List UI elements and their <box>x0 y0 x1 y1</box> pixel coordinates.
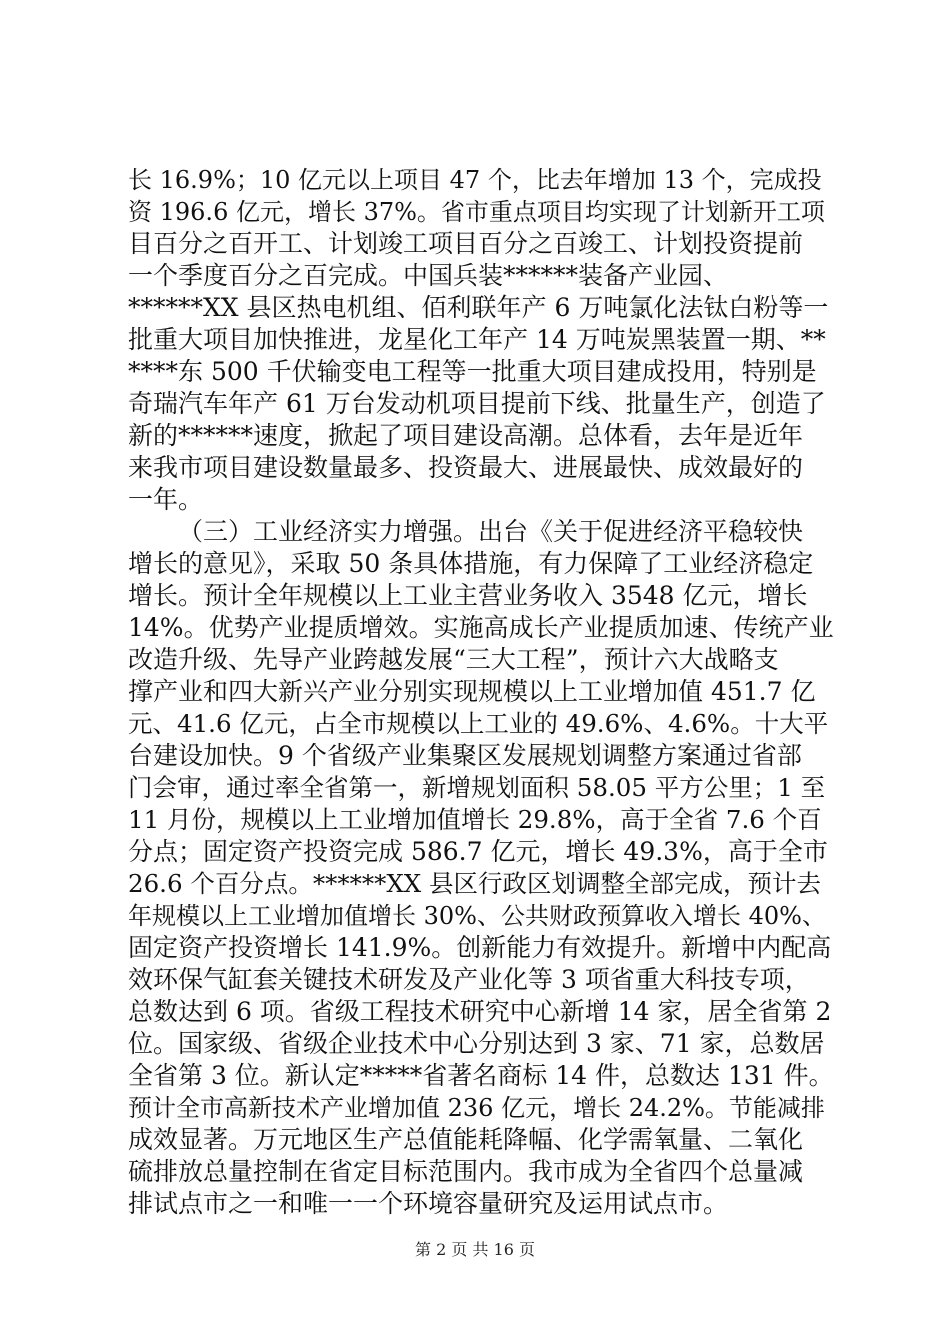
body-text <box>128 164 834 1220</box>
text-line: 年规模以上工业增加值增长 30%、公共财政预算收入增长 40%、 <box>128 902 826 930</box>
text-line: 一个季度百分之百完成。中国兵装******装备产业园、 <box>128 261 729 290</box>
section-heading-line: （三）工业经济实力增强。出台《关于促进经济平稳较快 <box>178 517 804 546</box>
page-number-footer: 第 2 页 共 16 页 <box>415 1240 535 1259</box>
text-line: 26.6 个百分点。******XX 县区行政区划调整全部完成，预计去 <box>128 869 822 898</box>
text-line: 目百分之百开工、计划竣工项目百分之百竣工、计划投资提前 <box>128 229 804 258</box>
text-line: 资 196.6 亿元，增长 37%。省市重点项目均实现了计划新开工项 <box>128 198 825 226</box>
text-line: 固定资产投资增长 141.9%。创新能力有效提升。新增中内配高 <box>128 933 832 962</box>
text-line: 门会审，通过率全省第一，新增规划面积 58.05 平方公里；1 至 <box>128 773 826 802</box>
text-line: ******XX 县区热电机组、佰利联年产 6 万吨氯化法钛白粉等一 <box>128 293 829 322</box>
text-line: 长 16.9%；10 亿元以上项目 47 个，比去年增加 13 个，完成投 <box>128 166 822 194</box>
text-line: 增长。预计全年规模以上工业主营业务收入 3548 亿元，增长 <box>128 581 808 610</box>
text-line: 改造升级、先导产业跨越发展“三大工程”，预计六大战略支 <box>128 645 779 674</box>
text-line: 增长的意见》，采取 50 条具体措施，有力保障了工业经济稳定 <box>128 549 814 578</box>
text-line: 台建设加快。9 个省级产业集聚区发展规划调整方案通过省部 <box>128 741 802 770</box>
text-line: 撑产业和四大新兴产业分别实现规模以上工业增加值 451.7 亿 <box>128 677 816 706</box>
text-line: 来我市项目建设数量最多、投资最大、进展最快、成效最好的 <box>128 453 804 482</box>
text-line: 批重大项目加快推进，龙星化工年产 14 万吨炭黑装置一期、** <box>128 325 826 354</box>
text-line: 效环保气缸套关键技术研发及产业化等 3 项省重大科技专项， <box>128 965 810 994</box>
text-line: 奇瑞汽车年产 61 万台发动机项目提前下线、批量生产，创造了 <box>128 389 826 418</box>
text-line: 硫排放总量控制在省定目标范围内。我市成为全省四个总量减 <box>128 1157 804 1186</box>
text-line: 排试点市之一和唯一一个环境容量研究及运用试点市。 <box>128 1189 729 1218</box>
text-line: 成效显著。万元地区生产总值能耗降幅、化学需氧量、二氧化 <box>128 1125 804 1154</box>
text-line: 11 月份，规模以上工业增加值增长 29.8%，高于全省 7.6 个百 <box>128 805 822 834</box>
text-line: 位。国家级、省级企业技术中心分别达到 3 家、71 家，总数居 <box>128 1029 825 1058</box>
text-line: 一年。 <box>128 485 204 514</box>
text-line: 新的******速度，掀起了项目建设高潮。总体看，去年是近年 <box>128 421 804 450</box>
text-line: 全省第 3 位。新认定*****省著名商标 14 件，总数达 131 件。 <box>128 1061 834 1090</box>
text-line: 预计全市高新技术产业增加值 236 亿元，增长 24.2%。节能减排 <box>128 1094 825 1122</box>
text-line: 元、41.6 亿元，占全市规模以上工业的 49.6%、4.6%。十大平 <box>128 709 829 738</box>
text-line: ****东 500 千伏输变电工程等一批重大项目建成投用，特别是 <box>128 357 817 386</box>
text-line: 总数达到 6 项。省级工程技术研究中心新增 14 家，居全省第 2 <box>128 997 832 1026</box>
text-line: 14%。优势产业提质增效。实施高成长产业提质加速、传统产业 <box>128 613 834 642</box>
text-line: 分点；固定资产投资完成 586.7 亿元，增长 49.3%，高于全市 <box>128 837 828 866</box>
